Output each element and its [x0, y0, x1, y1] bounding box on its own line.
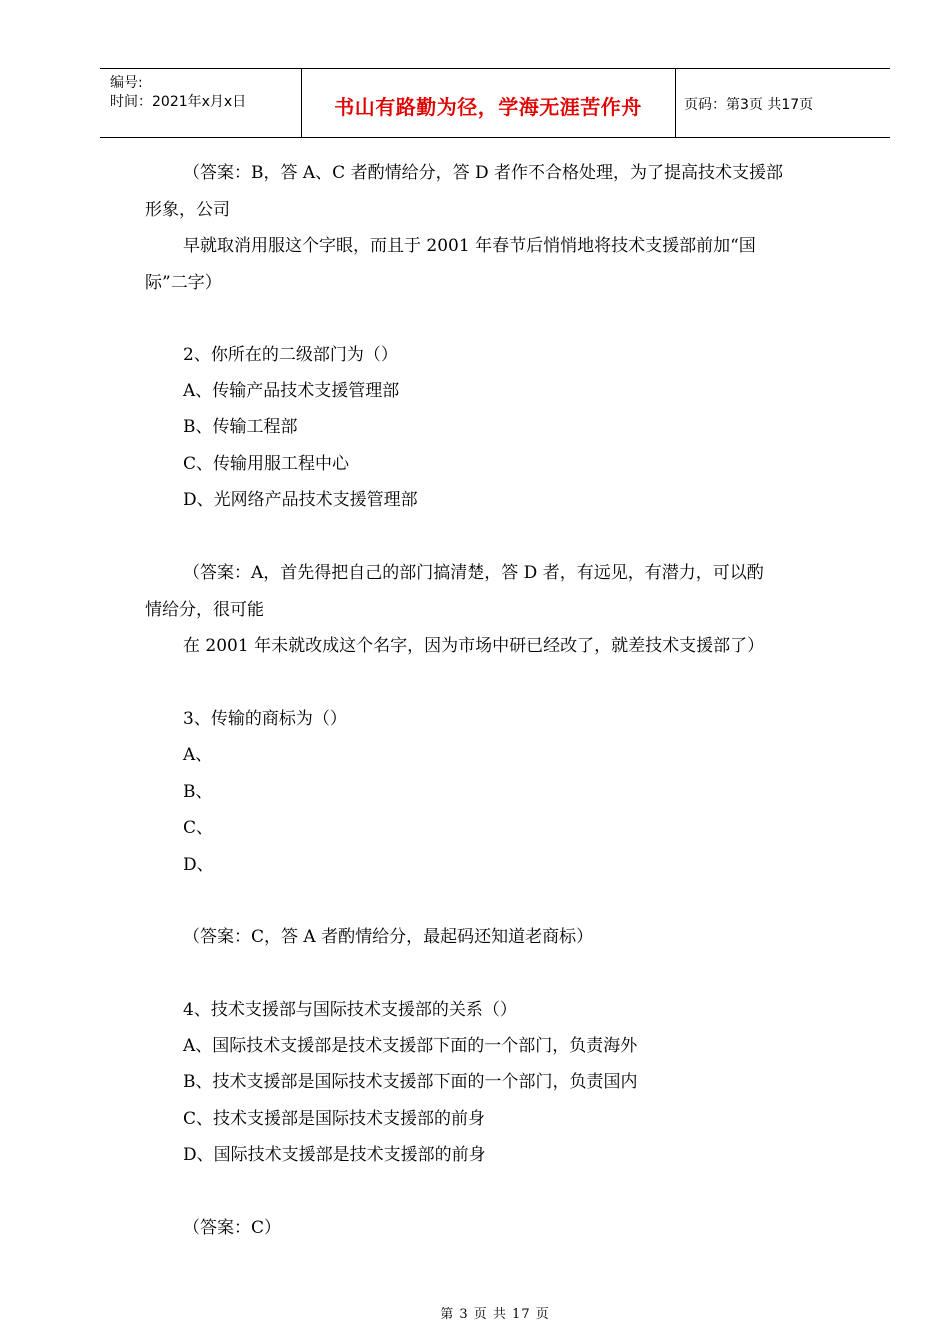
header-motto: 书山有路勤为径，学海无涯苦作舟 [334, 95, 642, 119]
option-text: B、传输工程部 [183, 417, 298, 437]
option-text: B、技术支援部是国际技术支援部下面的一个部门，负责国内 [183, 1072, 638, 1092]
option-text: B、 [183, 782, 213, 802]
header-page-cell [676, 69, 890, 137]
document-number-label: 编号: [110, 75, 143, 91]
answer-text-line: （答案：C，答 A 者酌情给分，最起码还知道老商标） [183, 927, 594, 947]
answer-text-line: 际”二字） [145, 273, 222, 293]
answer-text-line: （答案：B，答 A、C 者酌情给分，答 D 者作不合格处理，为了提高技术支援部 [183, 163, 784, 183]
header-motto-cell [301, 69, 676, 137]
answer-text-line: 早就取消用服这个字眼，而且于 2001 年春节后悄悄地将技术支援部前加“国 [183, 236, 756, 256]
option-text: A、 [183, 745, 213, 765]
answer-text-line: 形象，公司 [145, 200, 230, 220]
option-text: D、 [183, 855, 214, 875]
page-header [100, 68, 890, 138]
option-text: D、光网络产品技术支援管理部 [183, 490, 418, 510]
option-text: A、传输产品技术支援管理部 [183, 381, 400, 401]
answer-text-line: 情给分，很可能 [145, 600, 264, 620]
option-text: C、 [183, 818, 214, 838]
answer-text-line: （答案：C） [183, 1218, 282, 1238]
answer-text-line: （答案：A，首先得把自己的部门搞清楚，答 D 者，有远见，有潜力，可以酌 [183, 563, 764, 583]
option-text: D、国际技术支援部是技术支援部的前身 [183, 1145, 486, 1165]
document-time-label: 时间：2021年x月x日 [110, 94, 247, 110]
page-footer: 第 3 页 共 17 页 [440, 1307, 550, 1322]
answer-text-line: 在 2001 年未就改成这个名字，因为市场中研已经改了，就差技术支援部了） [183, 636, 765, 656]
option-text: C、传输用服工程中心 [183, 454, 350, 474]
header-page-number: 页码：第3页 共17页 [684, 97, 814, 113]
option-text: C、技术支援部是国际技术支援部的前身 [183, 1109, 486, 1129]
question-text: 4、技术支援部与国际技术支援部的关系（） [183, 1000, 517, 1020]
question-text: 3、传输的商标为（） [183, 709, 347, 729]
header-meta-cell [100, 69, 302, 137]
option-text: A、国际技术支援部是技术支援部下面的一个部门，负责海外 [183, 1036, 638, 1056]
question-text: 2、你所在的二级部门为（） [183, 345, 398, 365]
